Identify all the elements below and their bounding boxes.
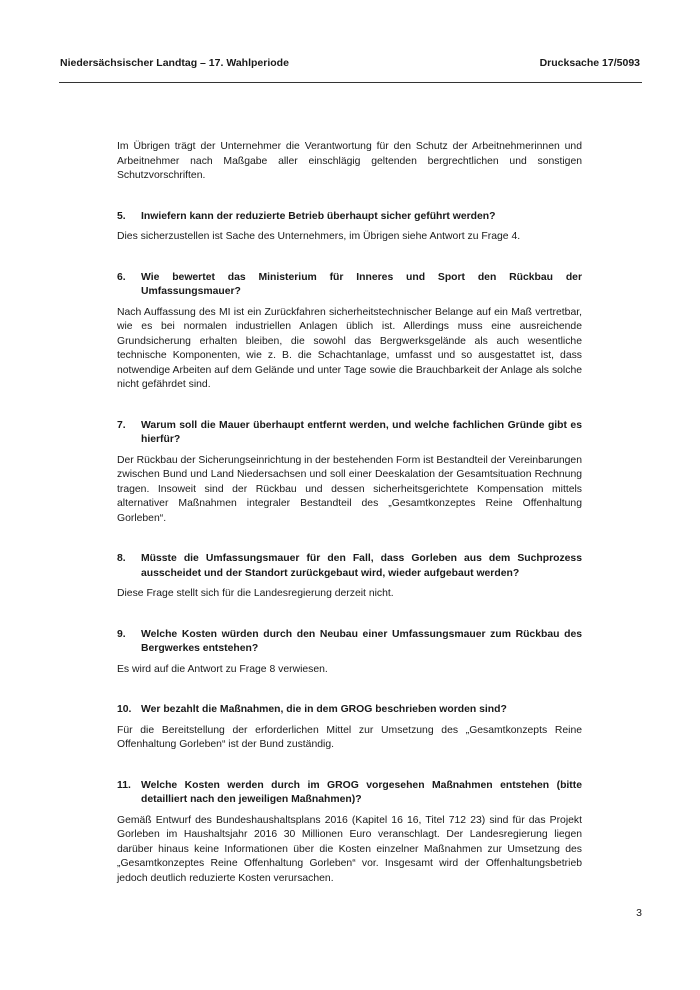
answer-text: Diese Frage stellt sich für die Landesregierung derzeit nicht.	[117, 588, 394, 599]
question	[117, 628, 582, 657]
answer-text: Dies sicherzustellen ist Sache des Unternehmers, im Übrigen siehe Antwort zu Frage 4.	[117, 231, 521, 242]
question	[117, 210, 582, 225]
qa-item-5	[117, 210, 582, 245]
qa-item-8	[117, 552, 582, 602]
question	[117, 552, 582, 581]
qa-item-7	[117, 419, 582, 527]
intro-paragraph: Im Übrigen trägt der Unternehmer die Verantwortung für den Schutz der Arbeitnehmerinnen und Arbeitnehmer nach Maßgabe aller einschlägig geltenden bergrechtlichen und sonstigen Schutzvorschriften.	[117, 141, 582, 181]
question	[117, 779, 582, 808]
question-text: Welche Kosten werden durch im GROG vorgesehen Maßnahmen entstehen (bitte detailliert nach den jeweiligen Maßnahmen)?	[141, 779, 582, 805]
qa-item-11	[117, 779, 582, 887]
qa-item-10	[117, 703, 582, 753]
question-number: 5.	[117, 210, 126, 222]
question-text: Welche Kosten würden durch den Neubau einer Umfassungsmauer zum Rückbau des Bergwerkes entstehen?	[141, 628, 582, 654]
answer-text: Für die Bereitstellung der erforderlichen Mittel zur Umsetzung des „Gesamtkonzepts Reine Offenhaltung Gorleben“ ist der Bund zuständig.	[117, 724, 582, 750]
question-number: 7.	[117, 419, 126, 431]
answer-text: Es wird auf die Antwort zu Frage 8 verwiesen.	[117, 663, 328, 675]
answer-text: Der Rückbau der Sicherungseinrichtung in der bestehenden Form ist Bestandteil der Vereinbarungen zwischen Bund und Land Niedersachsen und soll einer Deeskalation der Gesamtsituation Rechnung tragen. Insoweit sind der Rückbau und dessen sicherheitsgerichtete Kompensation mittels alternativer Maßnahmen integraler Bestandteil des „Gesamtkonzeptes Reine Offenhaltung Gorleben“.	[117, 454, 582, 524]
question-text: Müsste die Umfassungsmauer für den Fall, dass Gorleben aus dem Suchprozess ausscheidet und der Standort zurückgebaut wird, wieder aufgebaut werden?	[141, 553, 582, 579]
question-text: Warum soll die Mauer überhaupt entfernt werden, und welche fachlichen Gründe gibt es hierfür?	[141, 419, 582, 445]
header-title: Niedersächsischer Landtag – 17. Wahlperiode	[60, 57, 289, 69]
header-rule	[59, 82, 642, 83]
question-number: 9.	[117, 628, 126, 640]
question-text: Wer bezahlt die Maßnahmen, die in dem GROG beschrieben worden sind?	[141, 704, 507, 715]
question-number: 11.	[117, 779, 131, 791]
question	[117, 419, 582, 448]
question	[117, 703, 582, 718]
answer-text: Gemäß Entwurf des Bundeshaushaltsplans 2016 (Kapitel 16 16, Titel 712 23) sind für das Projekt Gorleben im Haushaltsjahr 2016 30 Millionen Euro veranschlagt. Der Landesregierung liegen darüber hinaus keine Informationen über die Kosten einzelner Maßnahmen zur Umsetzung des „Gesamtkonzeptes Reine Offenhaltung Gorleben“ vor. Insgesamt wird der Offenhaltungsbetrieb jedoch deutlich reduzierte Kosten verursachen.	[117, 814, 582, 884]
header-drucksache: Drucksache 17/5093	[539, 57, 640, 69]
question-number: 8.	[117, 553, 126, 564]
question-number: 10.	[117, 704, 132, 715]
question	[117, 271, 582, 300]
question-text: Wie bewertet das Ministerium für Inneres und Sport den Rückbau der Umfassungsmauer?	[141, 271, 582, 297]
document-body	[117, 140, 582, 886]
question-text: Inwiefern kann der reduzierte Betrieb überhaupt sicher geführt werden?	[141, 210, 496, 222]
page-header	[60, 57, 640, 70]
answer-text: Nach Auffassung des MI ist ein Zurückfahren sicherheitstechnischer Belange auf ein Maß vertretbar, wie es bei normalen industriellen Anlagen üblich ist. Allerdings muss eine ausreichende Grundsicherung erhalten bleiben, die sowohl das Bergwerksgelände als auch wesentliche technische Komponenten, wie z. B. die Schachtanlage, umfasst und so ausgestattet ist, dass notwendige Arbeiten auf dem Gelände und unter Tage sowie die Brauchbarkeit der Anlage als solche nicht gefährdet sind.	[117, 306, 582, 390]
qa-item-9	[117, 628, 582, 678]
qa-item-6	[117, 271, 582, 393]
question-number: 6.	[117, 271, 126, 283]
page-number: 3	[636, 907, 642, 919]
